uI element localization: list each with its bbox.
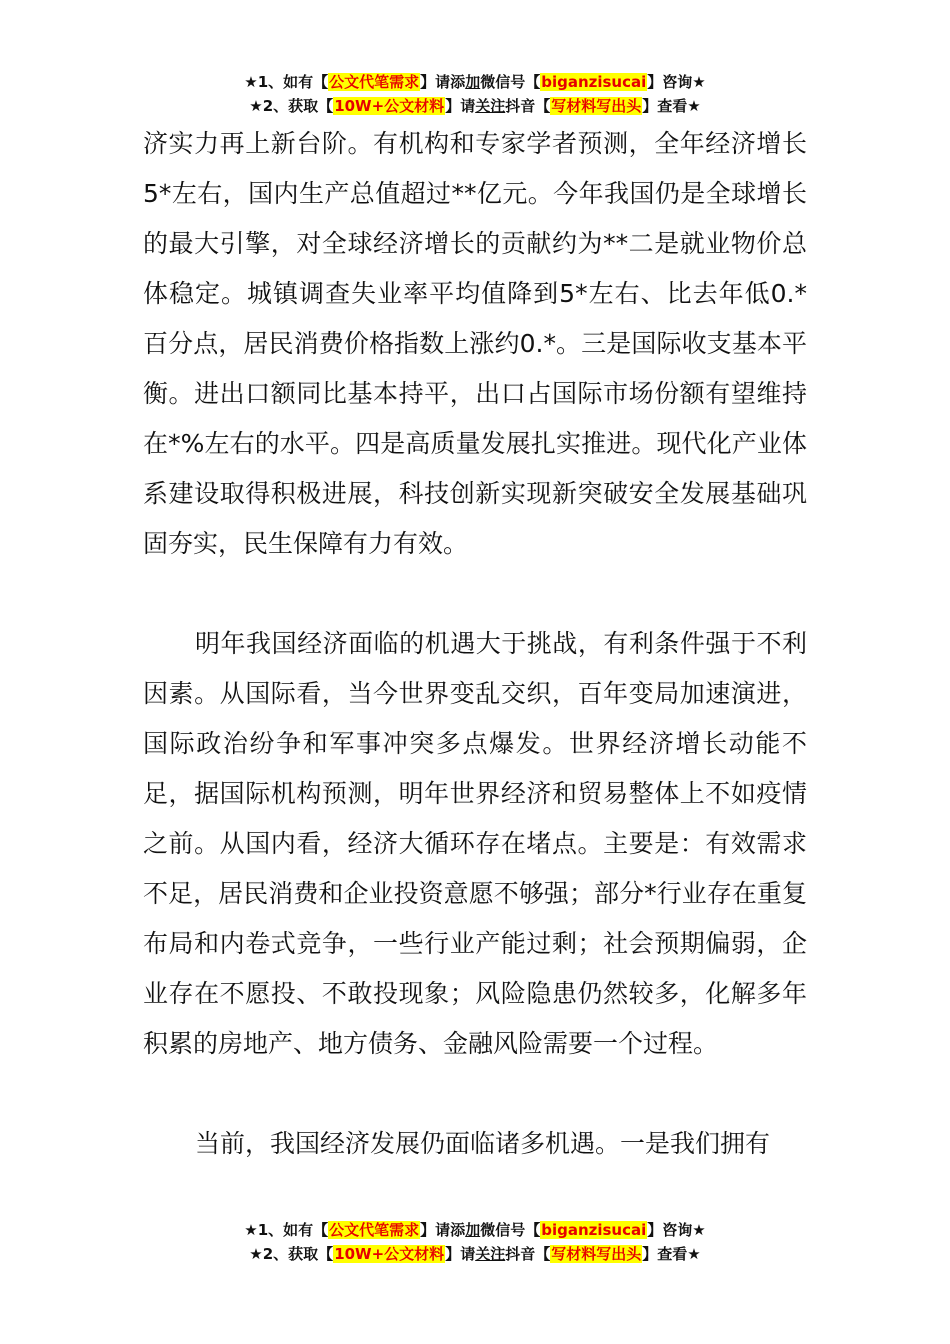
highlight-materials: 10W+公文材料: [334, 1245, 445, 1263]
banner-text: ★1、如有【: [244, 73, 329, 91]
banner-underlined-text: 加: [465, 73, 481, 91]
banner-text: 】请: [445, 1245, 476, 1263]
banner-text: ★2、获取【: [249, 97, 334, 115]
banner-text: 】查看★: [642, 97, 701, 115]
banner-text: 】咨询★: [647, 73, 706, 91]
banner-text: 】查看★: [642, 1245, 701, 1263]
header-banner-line-1: [0, 70, 950, 94]
paragraph: 济实力再上新台阶。有机构和专家学者预测，全年经济增长5*左右，国内生产总值超过**亿元。今年我国仍是全球增长的最大引擎，对全球经济增长的贡献约为**二是就业物价总体稳定。城镇调查失业率平均值降到5*左右、比去年低0.*百分点，居民消费价格指数上涨约0.*。三是国际收支基本平衡。进出口额同比基本持平，出口占国际市场份额有望维持在*%左右的水平。四是高质量发展扎实推进。现代化产业体系建设取得积极进展，科技创新实现新突破安全发展基础巩固夯实，民生保障有力有效。: [143, 129, 807, 558]
banner-text: 】请添: [420, 73, 466, 91]
footer-banner-line-1: [0, 1218, 950, 1242]
header-banner-line-2: [0, 94, 950, 118]
highlight-wechat-id: biganzisucai: [541, 1221, 647, 1239]
footer-banner: [0, 1218, 950, 1266]
banner-underlined-text: 关注: [475, 97, 506, 115]
banner-text: 】请添: [420, 1221, 466, 1239]
highlight-douyin-account: 写材料写出头: [551, 97, 642, 115]
highlight-douyin-account: 写材料写出头: [551, 1245, 642, 1263]
footer-banner-line-2: [0, 1242, 950, 1266]
banner-text: 抖音【: [505, 1245, 551, 1263]
banner-text: ★2、获取【: [249, 1245, 334, 1263]
highlight-service: 公文代笔需求: [329, 73, 420, 91]
highlight-materials: 10W+公文材料: [334, 97, 445, 115]
highlight-wechat-id: biganzisucai: [541, 73, 647, 91]
document-body: [143, 119, 807, 1169]
banner-underlined-text: 加: [465, 1221, 481, 1239]
paragraph: 明年我国经济面临的机遇大于挑战，有利条件强于不利因素。从国际看，当今世界变乱交织，百年变局加速演进，国际政治纷争和军事冲突多点爆发。世界经济增长动能不足，据国际机构预测，明年世界经济和贸易整体上不如疫情之前。从国内看，经济大循环存在堵点。主要是：有效需求不足，居民消费和企业投资意愿不够强；部分*行业存在重复布局和内卷式竞争，一些行业产能过剩；社会预期偏弱，企业存在不愿投、不敢投现象；风险隐患仍然较多，化解多年积累的房地产、地方债务、金融风险需要一个过程。: [143, 629, 807, 1058]
banner-text: 微信号【: [480, 1221, 541, 1239]
banner-text: 微信号【: [480, 73, 541, 91]
highlight-service: 公文代笔需求: [329, 1221, 420, 1239]
banner-text: 抖音【: [505, 97, 551, 115]
banner-underlined-text: 关注: [475, 1245, 506, 1263]
banner-text: 】请: [445, 97, 476, 115]
banner-text: 】咨询★: [647, 1221, 706, 1239]
header-banner: [0, 70, 950, 118]
paragraph: 当前，我国经济发展仍面临诸多机遇。一是我们拥有: [195, 1129, 771, 1158]
banner-text: ★1、如有【: [244, 1221, 329, 1239]
